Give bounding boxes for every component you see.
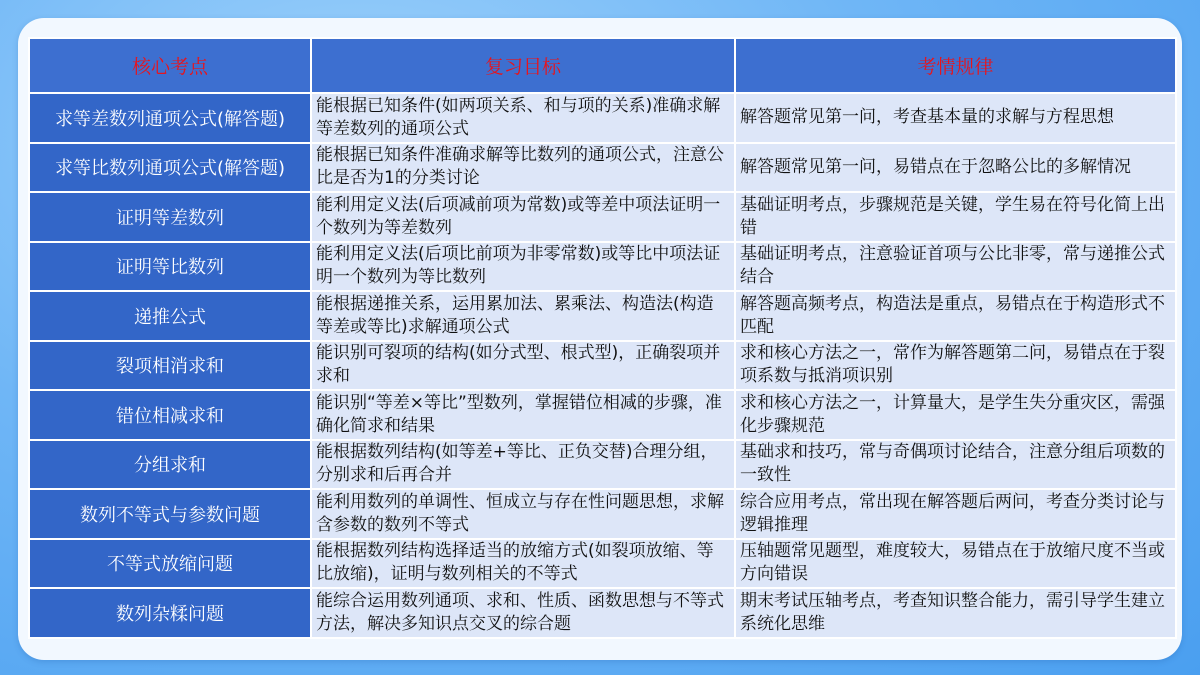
table-row xyxy=(29,291,1176,341)
goal-cell: 能综合运用数列通项、求和、性质、函数思想与不等式方法，解决多知识点交叉的综合题 xyxy=(311,588,735,638)
table-row xyxy=(29,588,1176,638)
header-review-goal: 复习目标 xyxy=(311,38,735,93)
header-exam-pattern: 考情规律 xyxy=(735,38,1176,93)
goal-cell: 能识别“等差×等比”型数列，掌握错位相减的步骤，准确化简求和结果 xyxy=(311,390,735,440)
topic-cell: 分组求和 xyxy=(29,440,311,490)
table-row xyxy=(29,440,1176,490)
topic-cell: 求等差数列通项公式(解答题) xyxy=(29,93,311,143)
pattern-cell: 基础证明考点，注意验证首项与公比非零，常与递推公式结合 xyxy=(735,242,1176,292)
table-row xyxy=(29,390,1176,440)
goal-cell: 能利用定义法(后项比前项为非零常数)或等比中项法证明一个数列为等比数列 xyxy=(311,242,735,292)
topic-cell: 不等式放缩问题 xyxy=(29,539,311,589)
goal-cell: 能利用定义法(后项减前项为常数)或等差中项法证明一个数列为等差数列 xyxy=(311,192,735,242)
header-core-topic: 核心考点 xyxy=(29,38,311,93)
goal-cell: 能根据递推关系，运用累加法、累乘法、构造法(构造等差或等比)求解通项公式 xyxy=(311,291,735,341)
table-row xyxy=(29,143,1176,193)
pattern-cell: 基础求和技巧，常与奇偶项讨论结合，注意分组后项数的一致性 xyxy=(735,440,1176,490)
goal-cell: 能根据已知条件(如两项关系、和与项的关系)准确求解等差数列的通项公式 xyxy=(311,93,735,143)
pattern-cell: 求和核心方法之一，计算量大，是学生失分重灾区，需强化步骤规范 xyxy=(735,390,1176,440)
pattern-cell: 解答题高频考点，构造法是重点，易错点在于构造形式不匹配 xyxy=(735,291,1176,341)
topic-cell: 证明等比数列 xyxy=(29,242,311,292)
table-row xyxy=(29,93,1176,143)
topic-cell: 递推公式 xyxy=(29,291,311,341)
table-row xyxy=(29,242,1176,292)
topic-cell: 数列不等式与参数问题 xyxy=(29,489,311,539)
topic-cell: 求等比数列通项公式(解答题) xyxy=(29,143,311,193)
topic-cell: 裂项相消求和 xyxy=(29,341,311,391)
pattern-cell: 压轴题常见题型，难度较大，易错点在于放缩尺度不当或方向错误 xyxy=(735,539,1176,589)
table-row xyxy=(29,192,1176,242)
pattern-cell: 综合应用考点，常出现在解答题后两问，考查分类讨论与逻辑推理 xyxy=(735,489,1176,539)
pattern-cell: 求和核心方法之一，常作为解答题第二问，易错点在于裂项系数与抵消项识别 xyxy=(735,341,1176,391)
topic-cell: 错位相减求和 xyxy=(29,390,311,440)
table-row xyxy=(29,489,1176,539)
goal-cell: 能根据数列结构(如等差+等比、正负交替)合理分组，分别求和后再合并 xyxy=(311,440,735,490)
pattern-cell: 解答题常见第一问，易错点在于忽略公比的多解情况 xyxy=(735,143,1176,193)
pattern-cell: 解答题常见第一问，考查基本量的求解与方程思想 xyxy=(735,93,1176,143)
goal-cell: 能识别可裂项的结构(如分式型、根式型)，正确裂项并求和 xyxy=(311,341,735,391)
pattern-cell: 基础证明考点，步骤规范是关键，学生易在符号化简上出错 xyxy=(735,192,1176,242)
topic-cell: 证明等差数列 xyxy=(29,192,311,242)
pattern-cell: 期末考试压轴考点，考查知识整合能力，需引导学生建立系统化思维 xyxy=(735,588,1176,638)
goal-cell: 能利用数列的单调性、恒成立与存在性问题思想，求解含参数的数列不等式 xyxy=(311,489,735,539)
table-header-row xyxy=(29,38,1176,93)
table-row xyxy=(29,341,1176,391)
goal-cell: 能根据数列结构选择适当的放缩方式(如裂项放缩、等比放缩)，证明与数列相关的不等式 xyxy=(311,539,735,589)
exam-review-table xyxy=(28,37,1177,639)
goal-cell: 能根据已知条件准确求解等比数列的通项公式，注意公比是否为1的分类讨论 xyxy=(311,143,735,193)
topic-cell: 数列杂糅问题 xyxy=(29,588,311,638)
table-row xyxy=(29,539,1176,589)
